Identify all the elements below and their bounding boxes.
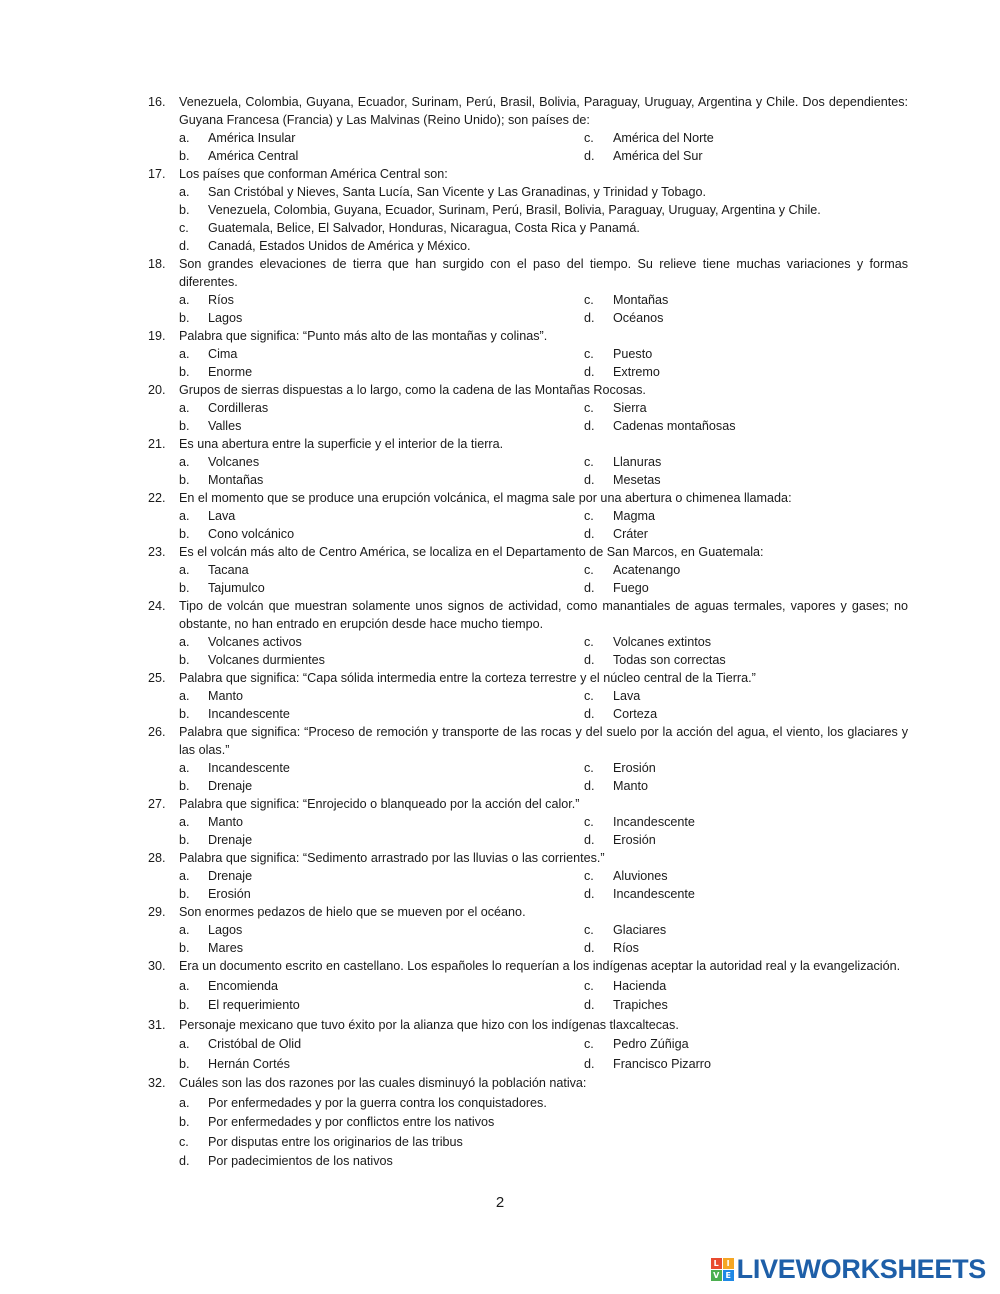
question-text: Cuáles son las dos razones por las cuales disminuyó la población nativa: xyxy=(179,1076,587,1090)
option-text: Volcanes activos xyxy=(208,635,302,649)
option-letter: b. xyxy=(179,365,190,379)
question-block xyxy=(148,327,908,381)
option-text: Volcanes xyxy=(208,455,260,469)
option-text: Fuego xyxy=(613,581,649,595)
answer-option[interactable] xyxy=(148,183,908,201)
question-text: Palabra que significa: “Sedimento arrastrado por las lluvias o las corrientes.” xyxy=(179,851,605,865)
answer-options xyxy=(148,687,908,723)
option-letter: d. xyxy=(584,581,595,595)
option-letter: b. xyxy=(179,419,190,433)
option-letter: d. xyxy=(584,473,595,487)
question-text: Los países que conforman América Central son: xyxy=(179,167,448,181)
answer-option[interactable] xyxy=(584,921,908,939)
question-block xyxy=(148,255,908,327)
option-letter: a. xyxy=(179,401,190,415)
question-stem xyxy=(148,93,908,129)
question-block xyxy=(148,723,908,795)
answer-options xyxy=(148,813,908,849)
question-number: 21. xyxy=(148,437,166,451)
answer-option[interactable] xyxy=(584,687,908,705)
question-block xyxy=(148,1016,908,1075)
option-text: Incandescente xyxy=(613,815,695,829)
option-letter: c. xyxy=(584,869,594,883)
question-number: 19. xyxy=(148,329,166,343)
question-text: Tipo de volcán que muestran solamente unos signos de actividad, como manantiales de aguas termales, vapores y gases; no obstante, no han entrado en erupción desde hace mucho tiempo. xyxy=(179,599,908,631)
page-number: 2 xyxy=(495,1194,505,1211)
question-block xyxy=(148,957,908,1016)
option-letter: a. xyxy=(179,978,190,993)
option-letter: d. xyxy=(584,419,595,433)
option-letter: a. xyxy=(179,635,190,649)
answer-option[interactable] xyxy=(148,147,584,165)
answer-option[interactable] xyxy=(584,453,908,471)
question-text: Son grandes elevaciones de tierra que han surgido con el paso del tiempo. Su relieve tiene muchas variaciones y formas diferentes. xyxy=(179,257,908,289)
option-letter: c. xyxy=(584,923,594,937)
option-text: Enorme xyxy=(208,365,253,379)
option-letter: d. xyxy=(179,239,190,253)
option-text: Francisco Pizarro xyxy=(613,1056,711,1071)
option-letter: d. xyxy=(584,149,595,163)
option-text: Por enfermedades y por la guerra contra los conquistadores. xyxy=(208,1095,547,1110)
question-block xyxy=(148,165,908,255)
option-text: Océanos xyxy=(613,311,664,325)
option-letter: b. xyxy=(179,1056,190,1071)
question-block xyxy=(148,435,908,489)
answer-options xyxy=(148,1035,908,1074)
option-letter: c. xyxy=(179,1134,189,1149)
question-number: 23. xyxy=(148,545,166,559)
answer-options xyxy=(148,507,908,543)
option-text: Erosión xyxy=(208,887,251,901)
answer-option[interactable] xyxy=(584,363,908,381)
option-letter: b. xyxy=(179,527,190,541)
option-text: San Cristóbal y Nieves, Santa Lucía, San Vicente y Las Granadinas, y Trinidad y Tobago. xyxy=(208,185,706,199)
option-text: Cráter xyxy=(613,527,648,541)
answer-option[interactable] xyxy=(584,579,908,597)
option-letter: d. xyxy=(179,1154,190,1168)
option-text: Por padecimientos de los nativos xyxy=(208,1154,393,1168)
question-text: Personaje mexicano que tuvo éxito por la alianza que hizo con los indígenas tlaxcaltecas. xyxy=(179,1017,679,1032)
question-number: 24. xyxy=(148,599,166,613)
answer-option[interactable] xyxy=(584,1035,908,1055)
answer-option[interactable] xyxy=(148,561,584,579)
question-number: 31. xyxy=(148,1017,166,1032)
answer-option[interactable] xyxy=(584,471,908,489)
option-letter: d. xyxy=(584,1056,595,1071)
option-text: Tajumulco xyxy=(208,581,265,595)
answer-option[interactable] xyxy=(584,633,908,651)
answer-option[interactable] xyxy=(148,633,584,651)
option-text: Cono volcánico xyxy=(208,527,295,541)
option-text: Pedro Zúñiga xyxy=(613,1037,689,1051)
question-text: Palabra que significa: “Enrojecido o blanqueado por la acción del calor.” xyxy=(179,797,580,811)
question-text: Es el volcán más alto de Centro América, se localiza en el Departamento de San Marcos, en Guatemala: xyxy=(179,545,764,559)
question-block xyxy=(148,903,908,957)
question-stem xyxy=(148,381,908,399)
answer-option[interactable] xyxy=(584,147,908,165)
option-text: América Insular xyxy=(208,131,296,145)
answer-option[interactable] xyxy=(148,1113,908,1133)
answer-option[interactable] xyxy=(584,759,908,777)
option-letter: b. xyxy=(179,203,190,217)
question-stem xyxy=(148,543,908,561)
option-text: Glaciares xyxy=(613,923,667,937)
answer-option[interactable] xyxy=(148,885,584,903)
answer-options xyxy=(148,129,908,165)
option-text: Encomienda xyxy=(208,978,279,993)
option-letter: b. xyxy=(179,1115,190,1129)
option-letter: a. xyxy=(179,185,190,199)
option-text: Lava xyxy=(613,689,641,703)
answer-option[interactable] xyxy=(584,1055,908,1075)
question-text: Son enormes pedazos de hielo que se mueven por el océano. xyxy=(179,905,526,919)
option-letter: b. xyxy=(179,311,190,325)
answer-option[interactable] xyxy=(148,651,584,669)
option-text: Erosión xyxy=(613,833,656,847)
question-stem xyxy=(148,795,908,813)
option-text: Magma xyxy=(613,509,655,523)
option-letter: c. xyxy=(584,509,594,523)
option-text: Tacana xyxy=(208,563,249,577)
answer-option[interactable] xyxy=(148,417,584,435)
question-stem xyxy=(148,255,908,291)
answer-option[interactable] xyxy=(148,471,584,489)
option-letter: a. xyxy=(179,1095,190,1110)
question-text: Palabra que significa: “Punto más alto de las montañas y colinas”. xyxy=(179,329,548,343)
question-text: Palabra que significa: “Capa sólida intermedia entre la corteza terrestre y el núcleo central de la Tierra.” xyxy=(179,671,756,685)
option-text: Volcanes extintos xyxy=(613,635,712,649)
answer-option[interactable] xyxy=(148,1152,908,1172)
answer-options xyxy=(148,759,908,795)
option-text: Drenaje xyxy=(208,779,253,793)
option-letter: c. xyxy=(584,455,594,469)
option-letter: c. xyxy=(584,635,594,649)
question-number: 18. xyxy=(148,257,166,271)
option-letter: b. xyxy=(179,707,190,721)
question-stem xyxy=(148,669,908,687)
option-text: Cadenas montañosas xyxy=(613,419,736,433)
answer-option[interactable] xyxy=(584,399,908,417)
option-letter: a. xyxy=(179,923,190,937)
answer-option[interactable] xyxy=(584,831,908,849)
answer-option[interactable] xyxy=(148,759,584,777)
answer-option[interactable] xyxy=(584,651,908,669)
question-stem xyxy=(148,957,908,977)
option-text: Extremo xyxy=(613,365,660,379)
question-block xyxy=(148,381,908,435)
answer-options xyxy=(148,921,908,957)
answer-option[interactable] xyxy=(584,867,908,885)
question-number: 30. xyxy=(148,959,166,973)
answer-options xyxy=(148,399,908,435)
option-letter: c. xyxy=(584,689,594,703)
answer-options xyxy=(148,291,908,327)
answer-options xyxy=(148,1094,908,1172)
answer-option[interactable] xyxy=(148,996,584,1016)
option-text: Sierra xyxy=(613,401,647,415)
answer-option[interactable] xyxy=(148,237,908,255)
option-letter: d. xyxy=(584,779,595,793)
option-text: Lagos xyxy=(208,311,243,325)
option-letter: c. xyxy=(584,131,594,145)
option-text: Hacienda xyxy=(613,978,667,993)
question-text: Venezuela, Colombia, Guyana, Ecuador, Surinam, Perú, Brasil, Bolivia, Paraguay, Uruguay, Argentina y Chile. Dos dependientes: Guyana Francesa (Francia) y Las Malvinas (Reino Unido); son países de: xyxy=(179,95,908,127)
answer-option[interactable] xyxy=(584,309,908,327)
option-text: América del Norte xyxy=(613,131,714,145)
option-text: Cima xyxy=(208,347,238,361)
answer-option[interactable] xyxy=(584,507,908,525)
option-text: Guatemala, Belice, El Salvador, Honduras, Nicaragua, Costa Rica y Panamá. xyxy=(208,221,640,235)
question-stem xyxy=(148,597,908,633)
answer-option[interactable] xyxy=(584,939,908,957)
option-letter: d. xyxy=(584,998,595,1012)
option-text: Incandescente xyxy=(613,887,695,901)
option-letter: c. xyxy=(584,563,594,577)
option-letter: a. xyxy=(179,689,190,703)
question-block xyxy=(148,489,908,543)
option-text: El requerimiento xyxy=(208,998,300,1012)
answer-options xyxy=(148,977,908,1016)
option-text: Todas son correctas xyxy=(613,653,726,667)
option-text: Hernán Cortés xyxy=(208,1056,290,1071)
option-letter: c. xyxy=(584,293,594,307)
answer-option[interactable] xyxy=(148,129,584,147)
option-text: Ríos xyxy=(613,941,639,955)
option-text: Cordilleras xyxy=(208,401,269,415)
question-block xyxy=(148,543,908,597)
question-number: 28. xyxy=(148,851,166,865)
question-stem xyxy=(148,1016,908,1036)
option-text: Puesto xyxy=(613,347,653,361)
option-text: Por enfermedades y por conflictos entre los nativos xyxy=(208,1115,495,1129)
option-text: Acatenango xyxy=(613,563,681,577)
answer-option[interactable] xyxy=(148,705,584,723)
answer-option[interactable] xyxy=(584,345,908,363)
option-text: América Central xyxy=(208,149,299,163)
option-letter: b. xyxy=(179,473,190,487)
answer-options xyxy=(148,633,908,669)
option-text: Montañas xyxy=(208,473,264,487)
option-text: Llanuras xyxy=(613,455,662,469)
answer-option[interactable] xyxy=(148,345,584,363)
option-letter: b. xyxy=(179,941,190,955)
option-letter: a. xyxy=(179,131,190,145)
question-block xyxy=(148,795,908,849)
question-number: 32. xyxy=(148,1076,166,1090)
answer-option[interactable] xyxy=(148,687,584,705)
question-block xyxy=(148,93,908,165)
question-stem xyxy=(148,435,908,453)
option-letter: a. xyxy=(179,1037,190,1051)
answer-option[interactable] xyxy=(148,977,584,997)
answer-option[interactable] xyxy=(148,219,908,237)
option-letter: c. xyxy=(584,401,594,415)
answer-option[interactable] xyxy=(584,291,908,309)
liveworksheets-logo[interactable] xyxy=(711,1254,986,1284)
question-block xyxy=(148,597,908,669)
option-letter: a. xyxy=(179,455,190,469)
question-number: 26. xyxy=(148,725,166,739)
option-text: Incandescente xyxy=(208,761,290,775)
option-letter: c. xyxy=(584,978,594,993)
option-letter: b. xyxy=(179,149,190,163)
option-text: Mares xyxy=(208,941,243,955)
answer-option[interactable] xyxy=(148,525,584,543)
option-text: Lava xyxy=(208,509,236,523)
option-text: Drenaje xyxy=(208,833,253,847)
option-letter: b. xyxy=(179,998,190,1012)
question-number: 22. xyxy=(148,491,166,505)
answer-option[interactable] xyxy=(584,977,908,997)
option-text: Volcanes durmientes xyxy=(208,653,325,667)
option-letter: a. xyxy=(179,761,190,775)
answer-option[interactable] xyxy=(148,1035,584,1055)
answer-option[interactable] xyxy=(584,996,908,1016)
option-letter: b. xyxy=(179,653,190,667)
question-block xyxy=(148,1074,908,1172)
answer-options xyxy=(148,345,908,381)
option-letter: b. xyxy=(179,887,190,901)
question-stem xyxy=(148,489,908,507)
option-letter: d. xyxy=(584,311,595,325)
answer-option[interactable] xyxy=(148,939,584,957)
option-text: Canadá, Estados Unidos de América y México. xyxy=(208,239,471,253)
option-letter: a. xyxy=(179,563,190,577)
answer-option[interactable] xyxy=(148,921,584,939)
option-letter: d. xyxy=(584,941,595,955)
answer-option[interactable] xyxy=(148,201,908,219)
answer-option[interactable] xyxy=(148,309,584,327)
option-letter: c. xyxy=(584,815,594,829)
question-number: 29. xyxy=(148,905,166,919)
question-stem xyxy=(148,903,908,921)
answer-option[interactable] xyxy=(148,813,584,831)
question-stem xyxy=(148,327,908,345)
answer-option[interactable] xyxy=(148,363,584,381)
option-text: Manto xyxy=(208,689,244,703)
answer-option[interactable] xyxy=(148,453,584,471)
answer-option[interactable] xyxy=(584,777,908,795)
answer-option[interactable] xyxy=(148,1133,908,1153)
option-text: Drenaje xyxy=(208,869,253,883)
question-stem xyxy=(148,723,908,759)
answer-option[interactable] xyxy=(148,831,584,849)
answer-option[interactable] xyxy=(148,507,584,525)
question-number: 17. xyxy=(148,167,166,181)
answer-option[interactable] xyxy=(584,705,908,723)
option-text: Aluviones xyxy=(613,869,668,883)
option-text: Lagos xyxy=(208,923,243,937)
option-letter: b. xyxy=(179,833,190,847)
answer-options xyxy=(148,453,908,489)
question-stem xyxy=(148,849,908,867)
answer-option[interactable] xyxy=(584,417,908,435)
answer-option[interactable] xyxy=(584,525,908,543)
option-letter: b. xyxy=(179,779,190,793)
answer-option[interactable] xyxy=(148,867,584,885)
option-text: Venezuela, Colombia, Guyana, Ecuador, Surinam, Perú, Brasil, Bolivia, Paraguay, Uruguay, Argentina y Chile. xyxy=(208,203,821,217)
liveworksheets-wordmark: LIVEWORKSHEETS xyxy=(736,1253,986,1284)
option-letter: d. xyxy=(584,707,595,721)
question-text: Es una abertura entre la superficie y el interior de la tierra. xyxy=(179,437,504,451)
worksheet-questions xyxy=(148,93,908,1172)
answer-option[interactable] xyxy=(148,399,584,417)
option-text: América del Sur xyxy=(613,149,703,163)
question-number: 16. xyxy=(148,95,166,109)
question-number: 25. xyxy=(148,671,166,685)
option-letter: a. xyxy=(179,869,190,883)
option-text: Ríos xyxy=(208,293,234,307)
option-letter: c. xyxy=(584,1037,594,1051)
question-number: 20. xyxy=(148,383,166,397)
question-stem xyxy=(148,165,908,183)
option-letter: a. xyxy=(179,815,190,829)
answer-option[interactable] xyxy=(148,579,584,597)
option-text: Manto xyxy=(613,779,649,793)
question-text: Era un documento escrito en castellano. Los españoles lo requerían a los indígenas aceptar la autoridad real y la evangelización. xyxy=(179,959,901,973)
option-letter: c. xyxy=(179,221,189,235)
option-letter: c. xyxy=(584,761,594,775)
question-block xyxy=(148,669,908,723)
option-letter: a. xyxy=(179,509,190,523)
option-letter: d. xyxy=(584,365,595,379)
option-text: Trapiches xyxy=(613,998,668,1012)
question-text: En el momento que se produce una erupción volcánica, el magma sale por una abertura o chimenea llamada: xyxy=(179,491,792,505)
option-letter: a. xyxy=(179,347,190,361)
option-letter: a. xyxy=(179,293,190,307)
question-text: Palabra que significa: “Proceso de remoción y transporte de las rocas y del suelo por la acción del agua, el viento, los glaciares y las olas.” xyxy=(179,725,908,757)
option-text: Incandescente xyxy=(208,707,290,721)
answer-option[interactable] xyxy=(148,1055,584,1075)
question-block xyxy=(148,849,908,903)
option-letter: d. xyxy=(584,653,595,667)
answer-option[interactable] xyxy=(584,885,908,903)
answer-option[interactable] xyxy=(584,813,908,831)
option-letter: d. xyxy=(584,887,595,901)
option-text: Montañas xyxy=(613,293,669,307)
question-stem xyxy=(148,1074,908,1094)
answer-options xyxy=(148,867,908,903)
answer-options xyxy=(148,561,908,597)
answer-option[interactable] xyxy=(584,561,908,579)
option-letter: b. xyxy=(179,581,190,595)
liveworksheets-icon: L I V E xyxy=(711,1258,734,1281)
option-text: Manto xyxy=(208,815,244,829)
option-text: Corteza xyxy=(613,707,658,721)
answer-option[interactable] xyxy=(148,291,584,309)
option-text: Cristóbal de Olid xyxy=(208,1037,302,1051)
option-text: Valles xyxy=(208,419,242,433)
answer-options xyxy=(148,183,908,255)
answer-option[interactable] xyxy=(584,129,908,147)
option-text: Mesetas xyxy=(613,473,661,487)
option-text: Por disputas entre los originarios de las tribus xyxy=(208,1134,463,1149)
option-letter: d. xyxy=(584,527,595,541)
question-text: Grupos de sierras dispuestas a lo largo, como la cadena de las Montañas Rocosas. xyxy=(179,383,646,397)
option-letter: d. xyxy=(584,833,595,847)
answer-option[interactable] xyxy=(148,1094,908,1114)
option-letter: c. xyxy=(584,347,594,361)
question-number: 27. xyxy=(148,797,166,811)
option-text: Erosión xyxy=(613,761,656,775)
answer-option[interactable] xyxy=(148,777,584,795)
